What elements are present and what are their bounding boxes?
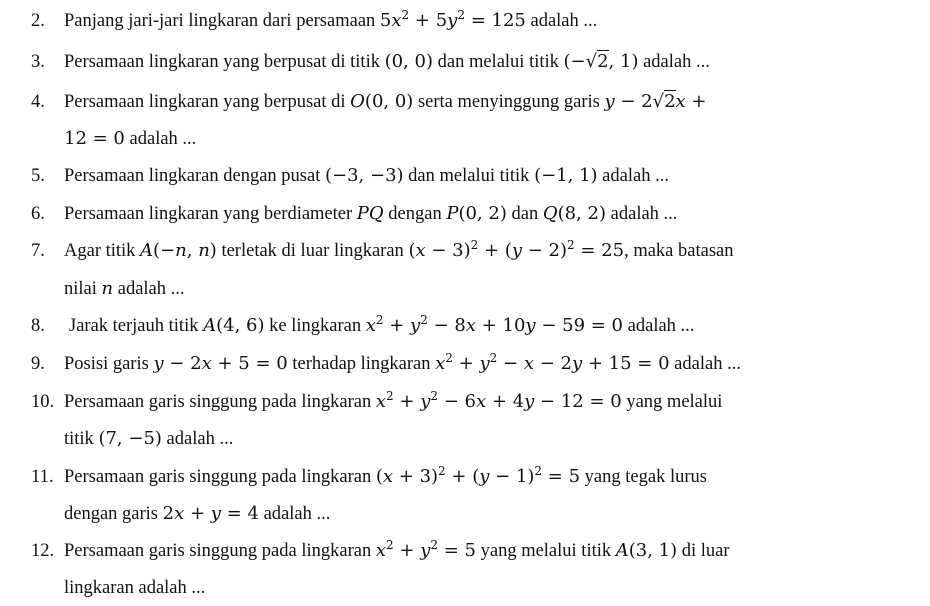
question-text: Persamaan garis singgung pada lingkaran $(x + 3)^2 + (y - 1)^2 = 5$ yang tegak lurus (64, 464, 707, 487)
question-number: 12. (31, 541, 55, 561)
question-number: 11. (31, 467, 54, 487)
question-text: Persamaan garis singgung pada lingkaran $x^2 + y^2 = 5$ yang melalui titik A(3, 1) di luar (64, 538, 730, 561)
question-text: Panjang jari-jari lingkaran dari persamaan $5x^2 + 5y^2 = 125$ adalah ... (64, 8, 598, 31)
question-number: 9. (31, 354, 45, 374)
question-text: Persamaan lingkaran dengan pusat (−3, −3) dan melalui titik (−1, 1) adalah ... (64, 165, 669, 186)
question-text-continued: dengan garis 2x + y = 4 adalah ... (64, 503, 331, 524)
question-number: 3. (31, 52, 45, 72)
question-text-continued: lingkaran adalah ... (64, 578, 206, 598)
question-text: Agar titik A(−n, n) terletak di luar lingkaran $(x - 3)^2 + (y - 2)^2 = 25$, maka batasan (64, 238, 734, 261)
question-number: 5. (31, 166, 45, 186)
question-text: Persamaan lingkaran yang berpusat di titik (0, 0) dan melalui titik (−√2, 1) adalah ... (64, 51, 710, 72)
question-text-continued: 12 = 0 adalah ... (64, 128, 197, 149)
question-text: Persamaan lingkaran yang berdiameter PQ dengan P(0, 2) dan Q(8, 2) adalah ... (64, 203, 678, 224)
question-text-continued: titik (7, −5) adalah ... (64, 428, 234, 449)
question-text: Persamaan garis singgung pada lingkaran $x^2 + y^2 - 6x + 4y - 12 = 0$ yang melalui (64, 389, 723, 412)
question-number: 6. (31, 204, 45, 224)
question-text-continued: nilai n adalah ... (64, 278, 185, 299)
question-number: 10. (31, 392, 55, 412)
question-number: 7. (31, 241, 45, 261)
question-text: Jarak terjauh titik A(4, 6) ke lingkaran $x^2 + y^2 - 8x + 10y - 59 = 0$ adalah ... (69, 313, 695, 336)
question-number: 4. (31, 92, 45, 112)
question-number: 8. (31, 316, 45, 336)
question-text: Persamaan lingkaran yang berpusat di O(0, 0) serta menyinggung garis y − 2√2x + (64, 91, 707, 112)
question-text: Posisi garis y − 2x + 5 = 0 terhadap lingkaran $x^2 + y^2 - x - 2y + 15 = 0$ adalah ... (64, 351, 741, 374)
question-number: 2. (31, 11, 45, 31)
